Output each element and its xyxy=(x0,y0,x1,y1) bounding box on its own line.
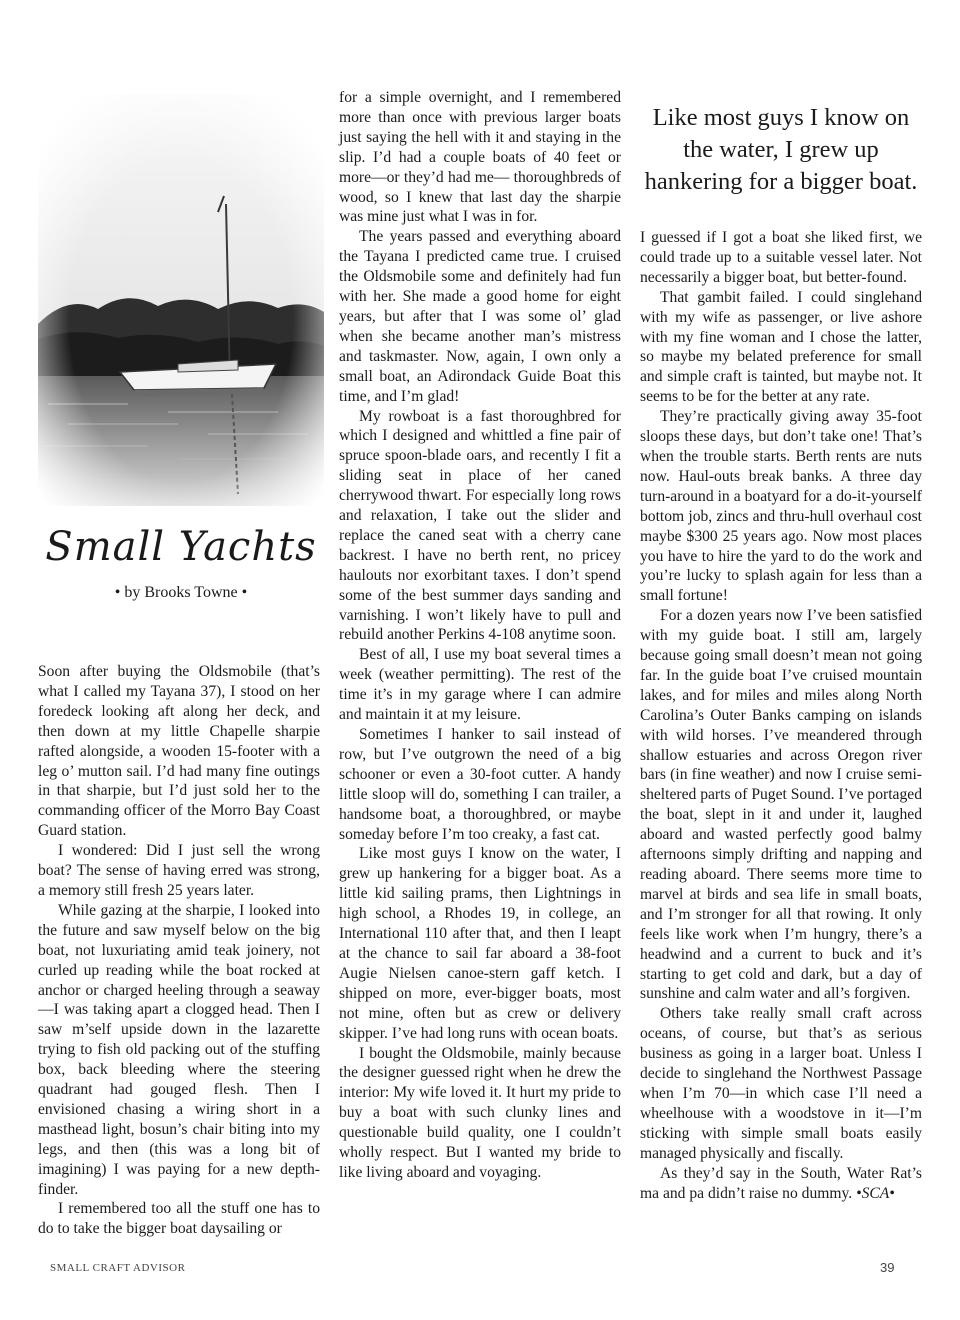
sailboat-photo xyxy=(38,94,324,506)
paragraph: While gazing at the sharpie, I looked into the future and saw myself below on the big boat, not luxuriating amid teak joinery, not curled up reading while the boat rocked at anchor or charged heeling through a seaway—I was taking apart a clogged head. Then I saw m’self upside down in the lazarette trying to fish old packing out of the stuffing box, back bleeding where the steering quadrant had gouged flesh. Then I envisioned chasing a wiring short in a masthead light, bosun’s chair biting into my legs, and then (this was a long bit of imagining) I was paying for a new depth-finder. xyxy=(38,901,320,1198)
pull-quote: Like most guys I know on the water, I grew up hankering for a bigger boat. xyxy=(644,104,918,195)
signoff: •SCA• xyxy=(856,1184,895,1202)
paragraph: Soon after buying the Oldsmobile (that’s what I called my Tayana 37), I stood on her foredeck looking aft along her deck, and then down at my little Chapelle sharpie rafted alongside, a wooden 15-footer with a leg o’ mutton sail. I’d had many fine outings in that sharpie, but I’d just sold her to the commanding officer of the Morro Bay Coast Guard station. xyxy=(38,663,320,840)
byline: • by Brooks Towne • xyxy=(114,584,248,601)
paragraph: I guessed if I got a boat she liked first, we could trade up to a suitable vessel later. Not necessarily a bigger boat, but better-found. xyxy=(640,229,922,286)
paragraph: Sometimes I hanker to sail instead of row, but I’ve outgrown the need of a big schooner or even a 30-foot cutter. A handy little sloop will do, something I can trailer, a handsome boat, a thoroughbred, or maybe someday before I’m too creaky, a fast cat. xyxy=(339,726,621,843)
paragraph: Best of all, I use my boat several times a week (weather permitting). The rest of the time it’s in my garage where I can admire and maintain it at my leisure. xyxy=(339,646,621,724)
paragraph: My rowboat is a fast thoroughbred for which I designed and whittled a fine pair of spruce spoon-blade oars, and recently I fit a sliding seat in place of her caned cherrywood thwart. For especially long rows and relaxation, I take out the slider and replace the caned seat with a cherry cane backrest. I have no berth rent, no pricey haulouts nor exorbitant taxes. I don’t spend some of the best summer days sanding and varnishing. I won’t likely have to pull and rebuild another Perkins 4-108 anytime soon. xyxy=(339,407,621,644)
column-3 xyxy=(640,228,922,1203)
paragraph: Like most guys I know on the water, I grew up hankering for a bigger boat. As a little kid sailing prams, then Lightnings in high school, a Rhodes 19, in college, an International 110 after that, and then I leapt at the chance to sail far aboard a 38-foot Augie Nielsen canoe-stern gaff ketch. I shipped on more, ever-bigger boats, most not mine, often but as crew or delivery skipper. I’ve had long runs with ocean boats. xyxy=(339,845,621,1042)
footer-magazine-name: SMALL CRAFT ADVISOR xyxy=(50,1262,186,1274)
page-number: 39 xyxy=(880,1260,895,1275)
paragraph: for a simple overnight, and I remembered more than once with previous larger boats just saying the hell with it and staying in the slip. I’d had a couple boats of 40 feet or more—or they’d had me— thoroughbreds of wood, so I knew that last day the sharpie was mine just what I was in for. xyxy=(339,89,621,226)
paragraph: For a dozen years now I’ve been satisfied with my guide boat. I still am, largely because going small doesn’t mean not going far. In the guide boat I’ve cruised mountain lakes, and for miles and miles along North Carolina’s Outer Banks camping on islands with wild horses. I’ve meandered through shallow estuaries and across Oregon river bars (in fine weather) and now I cruise semi-sheltered parts of Puget Sound. I’ve portaged the boat, slept in it and under it, laughed aboard and wasted perfectly good balmy afternoons simply drifting and napping and reading aboard. There seems more time to marvel at birds and sea life in small boats, and I’m stronger for all that rowing. It only feels like work when I’m hungry, there’s a headwind and a current to buck and it’s starting to get cold and dark, but a day of sunshine and calm water and all’s forgiven. xyxy=(640,607,922,1003)
paragraph: I bought the Oldsmobile, mainly because the designer guessed right when he drew the interior: My wife loved it. It hurt my pride to buy a boat with such clunky lines and questionable build quality, one I couldn’t wholly respect. But I wanted my bride to like living aboard and voyaging. xyxy=(339,1044,621,1181)
paragraph: I remembered too all the stuff one has to do to take the bigger boat daysailing or xyxy=(38,1200,320,1238)
paragraph-final xyxy=(640,1164,922,1204)
paragraph: They’re practically giving away 35-foot sloops these days, but don’t take one! That’s when the trouble starts. Berth rents are nuts now. Haul-outs break banks. A three day turn-around in a boatyard for a do-it-yourself bottom job, zincs and thru-hull overhaul cost maybe $300 25 years ago. Now most places you have to hire the yard to do the work and you’re lucky to splash again for less than a small fortune! xyxy=(640,408,922,605)
final-text: As they’d say in the South, Water Rat’s ma and pa didn’t raise no dummy. xyxy=(640,1164,922,1202)
column-1 xyxy=(38,662,320,1239)
paragraph: I wondered: Did I just sell the wrong boat? The sense of having erred was strong, a memory still fresh 25 years later. xyxy=(38,842,320,899)
paragraph: Others take really small craft across oceans, of course, but that’s as serious business as going in a larger boat. Unless I decide to singlehand the Northwest Passage when I’m 70—in which case I’ll need a wheelhouse with a woodstove in it—I’m sticking with simple small boats easily managed physically and fiscally. xyxy=(640,1005,922,1162)
paragraph: That gambit failed. I could singlehand with my wife as passenger, or live ashore with my fine woman and I chose the latter, so maybe my belated preference for small and simple craft is tainted, but maybe not. It seems to be for the better at any rate. xyxy=(640,288,922,406)
column-2 xyxy=(339,88,621,1183)
paragraph: The years passed and everything aboard the Tayana I predicted came true. I cruised the Oldsmobile some and definitely had fun with her. She made a good home for eight years, but after that I was some ol’ glad when she became another man’s mistress and taskmaster. Now, again, I own only a small boat, an Adirondack Guide Boat this time, and I’m glad! xyxy=(339,228,621,405)
article-title: Small Yachts xyxy=(45,524,317,570)
